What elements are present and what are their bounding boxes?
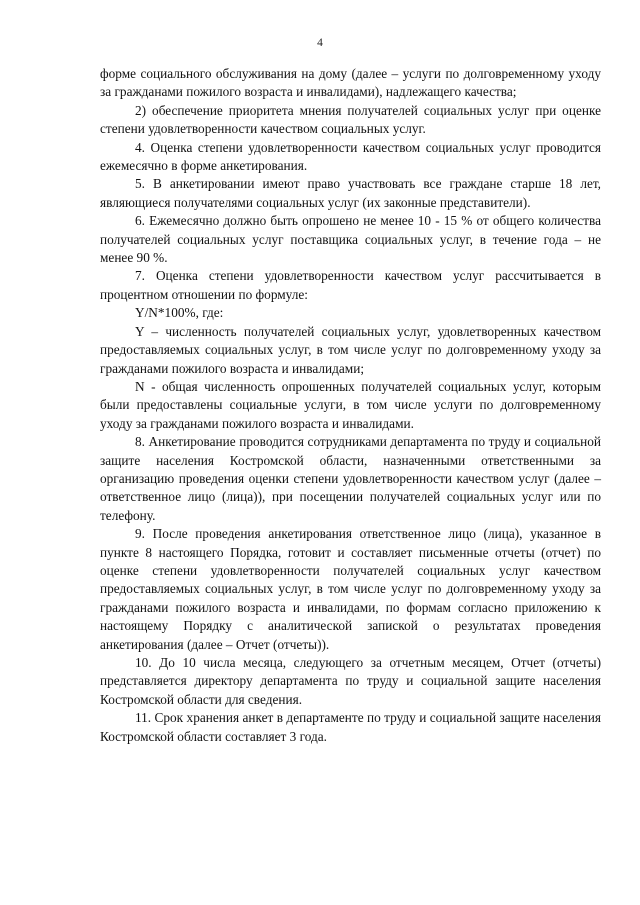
paragraph-item-6-survey-share: 6. Ежемесячно должно быть опрошено не менее 10 - 15 % от общего количества получателей социальных услуг поставщика социальных услуг, в течение года – не менее 90 %. — [100, 213, 601, 266]
paragraph-item-11-storage: 11. Срок хранения анкет в департаменте по труду и социальной защите населения Костромской области составляет 3 года. — [100, 710, 601, 744]
paragraph-service-definition: форме социального обслуживания на дому (далее – услуги по долговременному уходу за гражданами пожилого возраста и инвалидами), надлежащего качества; — [100, 66, 601, 100]
paragraph-item-2-priority: 2) обеспечение приоритета мнения получателей социальных услуг при оценке степени удовлетворенности качеством социальных услуг. — [100, 102, 601, 137]
paragraph-item-10-deadline: 10. До 10 числа месяца, следующего за отчетным месяцем, Отчет (отчеты) представляется директору департамента по труду и социальной защите населения Костромской области для сведения. — [100, 655, 601, 707]
document-body — [100, 65, 601, 746]
paragraph-item-4-assessment: 4. Оценка степени удовлетворенности качеством социальных услуг проводится ежемесячно в форме анкетирования. — [100, 139, 601, 174]
paragraph-item-8-survey-staff: 8. Анкетирование проводится сотрудниками департамента по труду и социальной защите населения Костромской области, назначенными ответственными за организацию проведения оценки степени удовлетворенности качеством услуг (далее – ответственное лицо (лица)), при посещении получателей социальных услуг или по телефону. — [100, 434, 601, 523]
paragraph-item-7-calculation: 7. Оценка степени удовлетворенности качеством услуг рассчитывается в процентном отношении по формуле: — [100, 268, 601, 302]
formula: Y/N*100%, где: — [135, 305, 224, 321]
paragraph-item-5-participants: 5. В анкетировании имеют право участвовать все граждане старше 18 лет, являющиеся получателями социальных услуг (их законные представители). — [100, 176, 601, 210]
formula-definition-n: N - общая численность опрошенных получателей социальных услуг, которым были предоставлены социальные услуги, в том числе услуги по долговременному уходу за гражданами пожилого возраста и инвалидами. — [100, 378, 601, 431]
formula-definition-y: Y – численность получателей социальных услуг, удовлетворенных качеством предоставляемых социальных услуг, в том числе услуг по долговременному уходу за гражданами пожилого возраста и инвалидами; — [100, 323, 601, 376]
page-number: 4 — [317, 37, 323, 49]
paragraph-item-9-report: 9. После проведения анкетирования ответственное лицо (лица), указанное в пункте 8 настоящего Порядка, готовит и составляет письменные отчеты (отчет) по оценке степени удовлетворенности получателей социальных услуг качеством предоставляемых социальных услуг, в том числе услуг по долговременному уходу за гражданами пожилого возраста и инвалидами, по формам согласно приложению к настоящему Порядку с аналитической запиской о результатах проведения анкетирования (далее – Отчет (отчеты)). — [100, 526, 601, 652]
